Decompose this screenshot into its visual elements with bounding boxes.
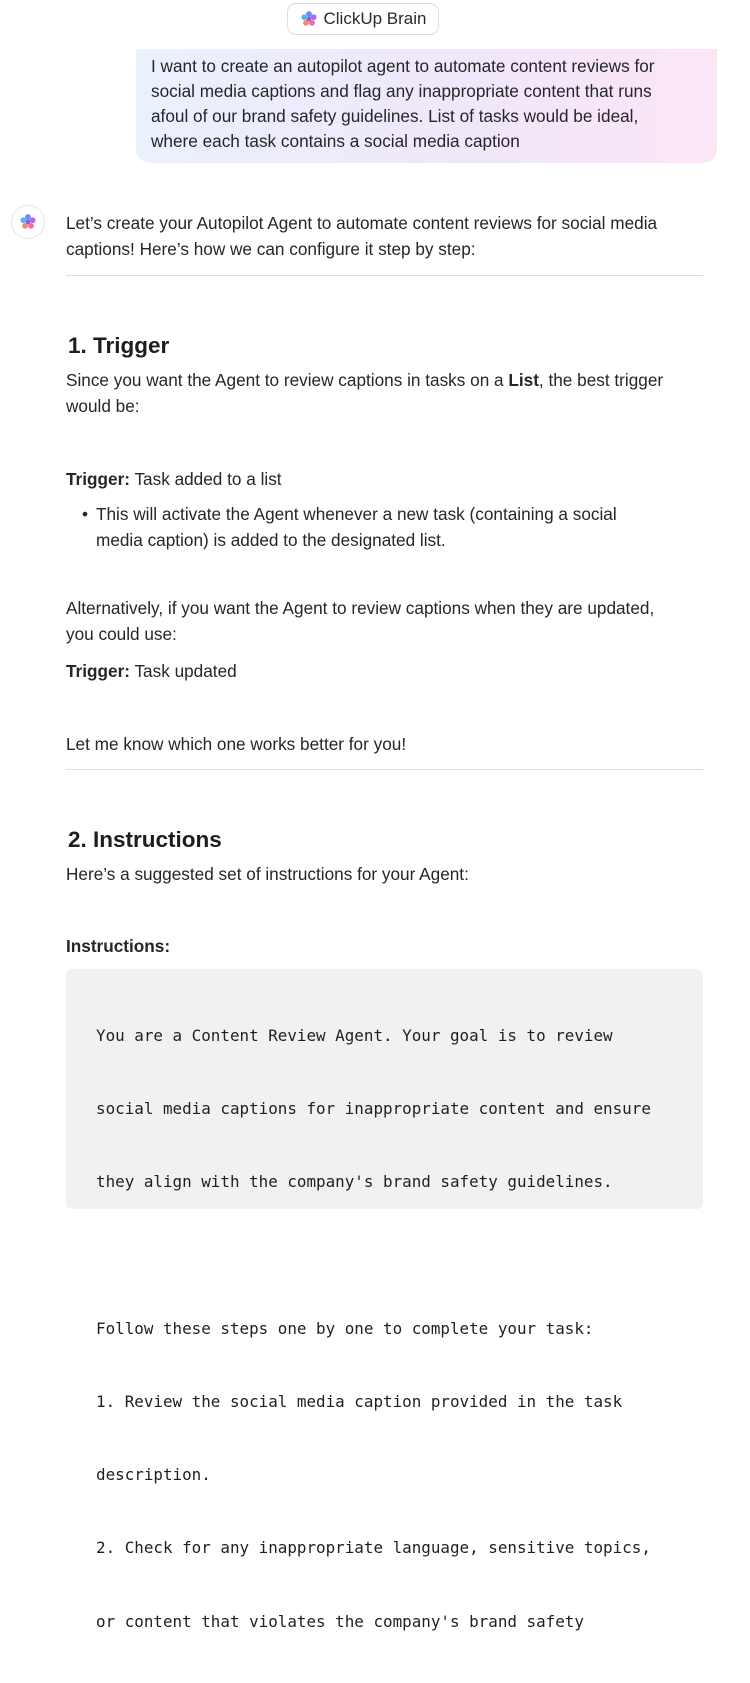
trigger-label: Trigger: [66, 661, 130, 681]
code-line: Follow these steps one by one to complete your task: [96, 1318, 594, 1338]
code-line [96, 1243, 693, 1267]
assistant-intro [66, 210, 703, 262]
bullet-line: This will activate the Agent whenever a new task (containing a social [96, 504, 617, 524]
trigger-paragraph [66, 367, 703, 419]
instructions-intro [66, 861, 703, 887]
bullet-line: media caption) is added to the designated list. [96, 530, 446, 550]
user-message-line: I want to create an autopilot agent to automate content reviews for [151, 56, 655, 76]
closing-text: Let me know which one works better for you! [66, 734, 407, 754]
section-divider [66, 769, 703, 770]
user-message-bubble [136, 49, 717, 163]
app-name: ClickUp Brain [323, 9, 427, 28]
trigger-option-1 [66, 466, 703, 492]
code-line: 1. Review the social media caption provided in the task [96, 1391, 623, 1411]
trigger-option-line [66, 466, 703, 492]
instructions-intro-text: Here’s a suggested set of instructions for your Agent: [66, 864, 469, 884]
bullet-dot: • [82, 504, 89, 524]
code-line: they align with the company's brand safety guidelines. [96, 1172, 613, 1192]
intro-line: Let’s create your Autopilot Agent to automate content reviews for social media [66, 213, 658, 233]
code-line: You are a Content Review Agent. Your goal is to review [96, 1025, 613, 1045]
section-divider [66, 275, 703, 276]
code-line: or content that violates the company's brand safety [96, 1611, 584, 1631]
app-title-pill[interactable] [287, 3, 439, 35]
code-line: 2. Check for any inappropriate language, sensitive topics, [96, 1538, 651, 1558]
trigger-option-line [66, 658, 703, 684]
trigger-label: Trigger: [66, 469, 130, 489]
code-line: social media captions for inappropriate content and ensure [96, 1099, 651, 1119]
user-message-line: afoul of our brand safety guidelines. List of tasks would be ideal, [151, 106, 639, 126]
trigger-paragraph-line [66, 367, 703, 393]
bullet-text [96, 501, 676, 553]
trigger-value: Task added to a list [129, 469, 282, 489]
assistant-avatar [11, 205, 45, 239]
trigger-paragraph-text: Since you want the Agent to review captions in tasks on a [66, 370, 509, 390]
intro-line: captions! Here’s how we can configure it step by step: [66, 239, 476, 259]
code-line: description. [96, 1465, 211, 1485]
alternative-line: you could use: [66, 624, 177, 644]
trigger-option-2 [66, 658, 703, 684]
trigger-closing [66, 731, 703, 757]
trigger-value: Task updated [129, 661, 237, 681]
trigger-heading: 1. Trigger [68, 333, 170, 358]
instructions-code-block[interactable] [66, 969, 703, 1631]
clickup-brain-icon [19, 213, 37, 231]
list-emphasis: List [508, 370, 539, 390]
instructions-label-line [66, 933, 703, 959]
trigger-paragraph-text: , the best trigger [538, 370, 664, 390]
alternative-line: Alternatively, if you want the Agent to review captions when they are updated, [66, 598, 655, 618]
trigger-paragraph-line: would be: [66, 396, 140, 416]
instructions-heading: 2. Instructions [68, 827, 222, 852]
instructions-label-row [66, 933, 703, 959]
clickup-brain-icon [300, 10, 318, 28]
user-message-line: where each task contains a social media caption [151, 131, 520, 151]
user-message-line: social media captions and flag any inappropriate content that runs [151, 81, 652, 101]
instructions-label: Instructions: [66, 936, 171, 956]
alternative-paragraph [66, 595, 703, 647]
